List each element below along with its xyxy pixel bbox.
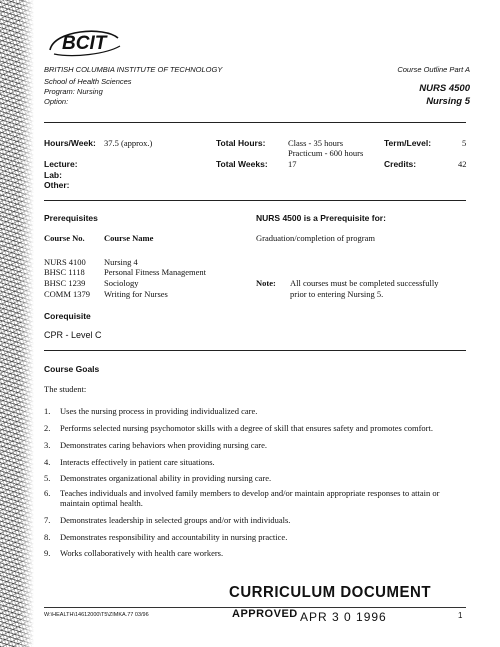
course-name: Writing for Nurses — [104, 289, 168, 299]
lecture-label: Lecture: — [44, 159, 78, 169]
goal-number: 1. — [44, 406, 51, 416]
course-code: NURS 4500 — [419, 83, 470, 94]
option-label: Option: — [44, 97, 69, 106]
course-no: BHSC 1118 — [44, 267, 85, 277]
corequisite-title: Corequisite — [44, 311, 91, 321]
goal-item: Performs selected nursing psychomotor skills with a degree of skill that ensures safety and promotes comfort. — [60, 423, 433, 433]
goal-number: 5. — [44, 473, 51, 483]
divider — [44, 350, 466, 351]
lab-label: Lab: — [44, 170, 62, 180]
goal-item: Demonstrates caring behaviors when providing nursing care. — [60, 440, 268, 450]
note-label: Note: — [256, 278, 276, 288]
institute-name: BRITISH COLUMBIA INSTITUTE OF TECHNOLOGY — [44, 65, 223, 74]
course-goals-title: Course Goals — [44, 364, 100, 374]
column-header-course-no: Course No. — [44, 233, 85, 243]
goal-item: Demonstrates organizational ability in providing nursing care. — [60, 473, 272, 483]
note-line: All courses must be completed successfully — [290, 278, 439, 288]
other-label: Other: — [44, 180, 70, 190]
curriculum-document-stamp: CURRICULUM DOCUMENT — [229, 583, 431, 602]
course-no: NURS 4100 — [44, 257, 86, 267]
outline-label: Course Outline Part A — [397, 65, 470, 74]
goal-item: Works collaboratively with health care workers. — [60, 548, 224, 558]
goal-number: 9. — [44, 548, 51, 558]
goal-item: Demonstrates responsibility and accountability in nursing practice. — [60, 532, 288, 542]
logo-text: BCIT — [62, 33, 107, 54]
goal-number: 4. — [44, 457, 51, 467]
total-weeks-value: 17 — [288, 159, 297, 169]
school-name: School of Health Sciences — [44, 77, 132, 86]
goal-number: 7. — [44, 515, 51, 525]
goals-intro: The student: — [44, 384, 87, 394]
prerequisite-for-title: NURS 4500 is a Prerequisite for: — [256, 213, 386, 223]
prerequisites-title: Prerequisites — [44, 213, 98, 223]
page-number: 1 — [458, 611, 463, 620]
course-name: Nursing 4 — [104, 257, 138, 267]
goal-number: 3. — [44, 440, 51, 450]
footer-file-path: W:\HEALTH\14612000\T5\ZIMKA.77 03/96 — [44, 612, 149, 618]
total-hours-label: Total Hours: — [216, 138, 266, 148]
hours-week-value: 37.5 (approx.) — [104, 138, 153, 148]
goal-number: 2. — [44, 423, 51, 433]
goal-number: 8. — [44, 532, 51, 542]
program-name: Program: Nursing — [44, 87, 103, 96]
note-line: prior to entering Nursing 5. — [290, 289, 384, 299]
term-label: Term/Level: — [384, 138, 432, 148]
goal-item: Demonstrates leadership in selected groups and/or with individuals. — [60, 515, 291, 525]
course-no: COMM 1379 — [44, 289, 91, 299]
goal-item: Interacts effectively in patient care situations. — [60, 457, 215, 467]
divider — [44, 122, 466, 123]
approved-stamp: APPROVED — [232, 608, 298, 620]
approved-date-stamp: APR 3 0 1996 — [300, 610, 387, 624]
course-no: BHSC 1239 — [44, 278, 86, 288]
scanned-edge-noise — [0, 0, 34, 647]
term-value: 5 — [462, 138, 467, 148]
column-header-course-name: Course Name — [104, 233, 154, 243]
bcit-logo — [44, 24, 124, 60]
prerequisite-for-value: Graduation/completion of program — [256, 233, 375, 243]
total-hours-class: Class - 35 hours — [288, 138, 344, 148]
total-hours-practicum: Practicum - 600 hours — [288, 148, 364, 158]
credits-label: Credits: — [384, 159, 417, 169]
hours-week-label: Hours/Week: — [44, 138, 96, 148]
course-name: Sociology — [104, 278, 139, 288]
goal-item: Teaches individuals and involved family members to develop and/or maintain appropriate responses to attain or maintain optimal health. — [60, 488, 440, 508]
course-title: Nursing 5 — [426, 96, 470, 107]
goal-item: Uses the nursing process in providing individualized care. — [60, 406, 258, 416]
corequisite-value: CPR - Level C — [44, 330, 102, 340]
total-weeks-label: Total Weeks: — [216, 159, 268, 169]
divider — [44, 200, 466, 201]
credits-value: 42 — [458, 159, 467, 169]
goal-number: 6. — [44, 488, 51, 498]
course-name: Personal Fitness Management — [104, 267, 206, 277]
